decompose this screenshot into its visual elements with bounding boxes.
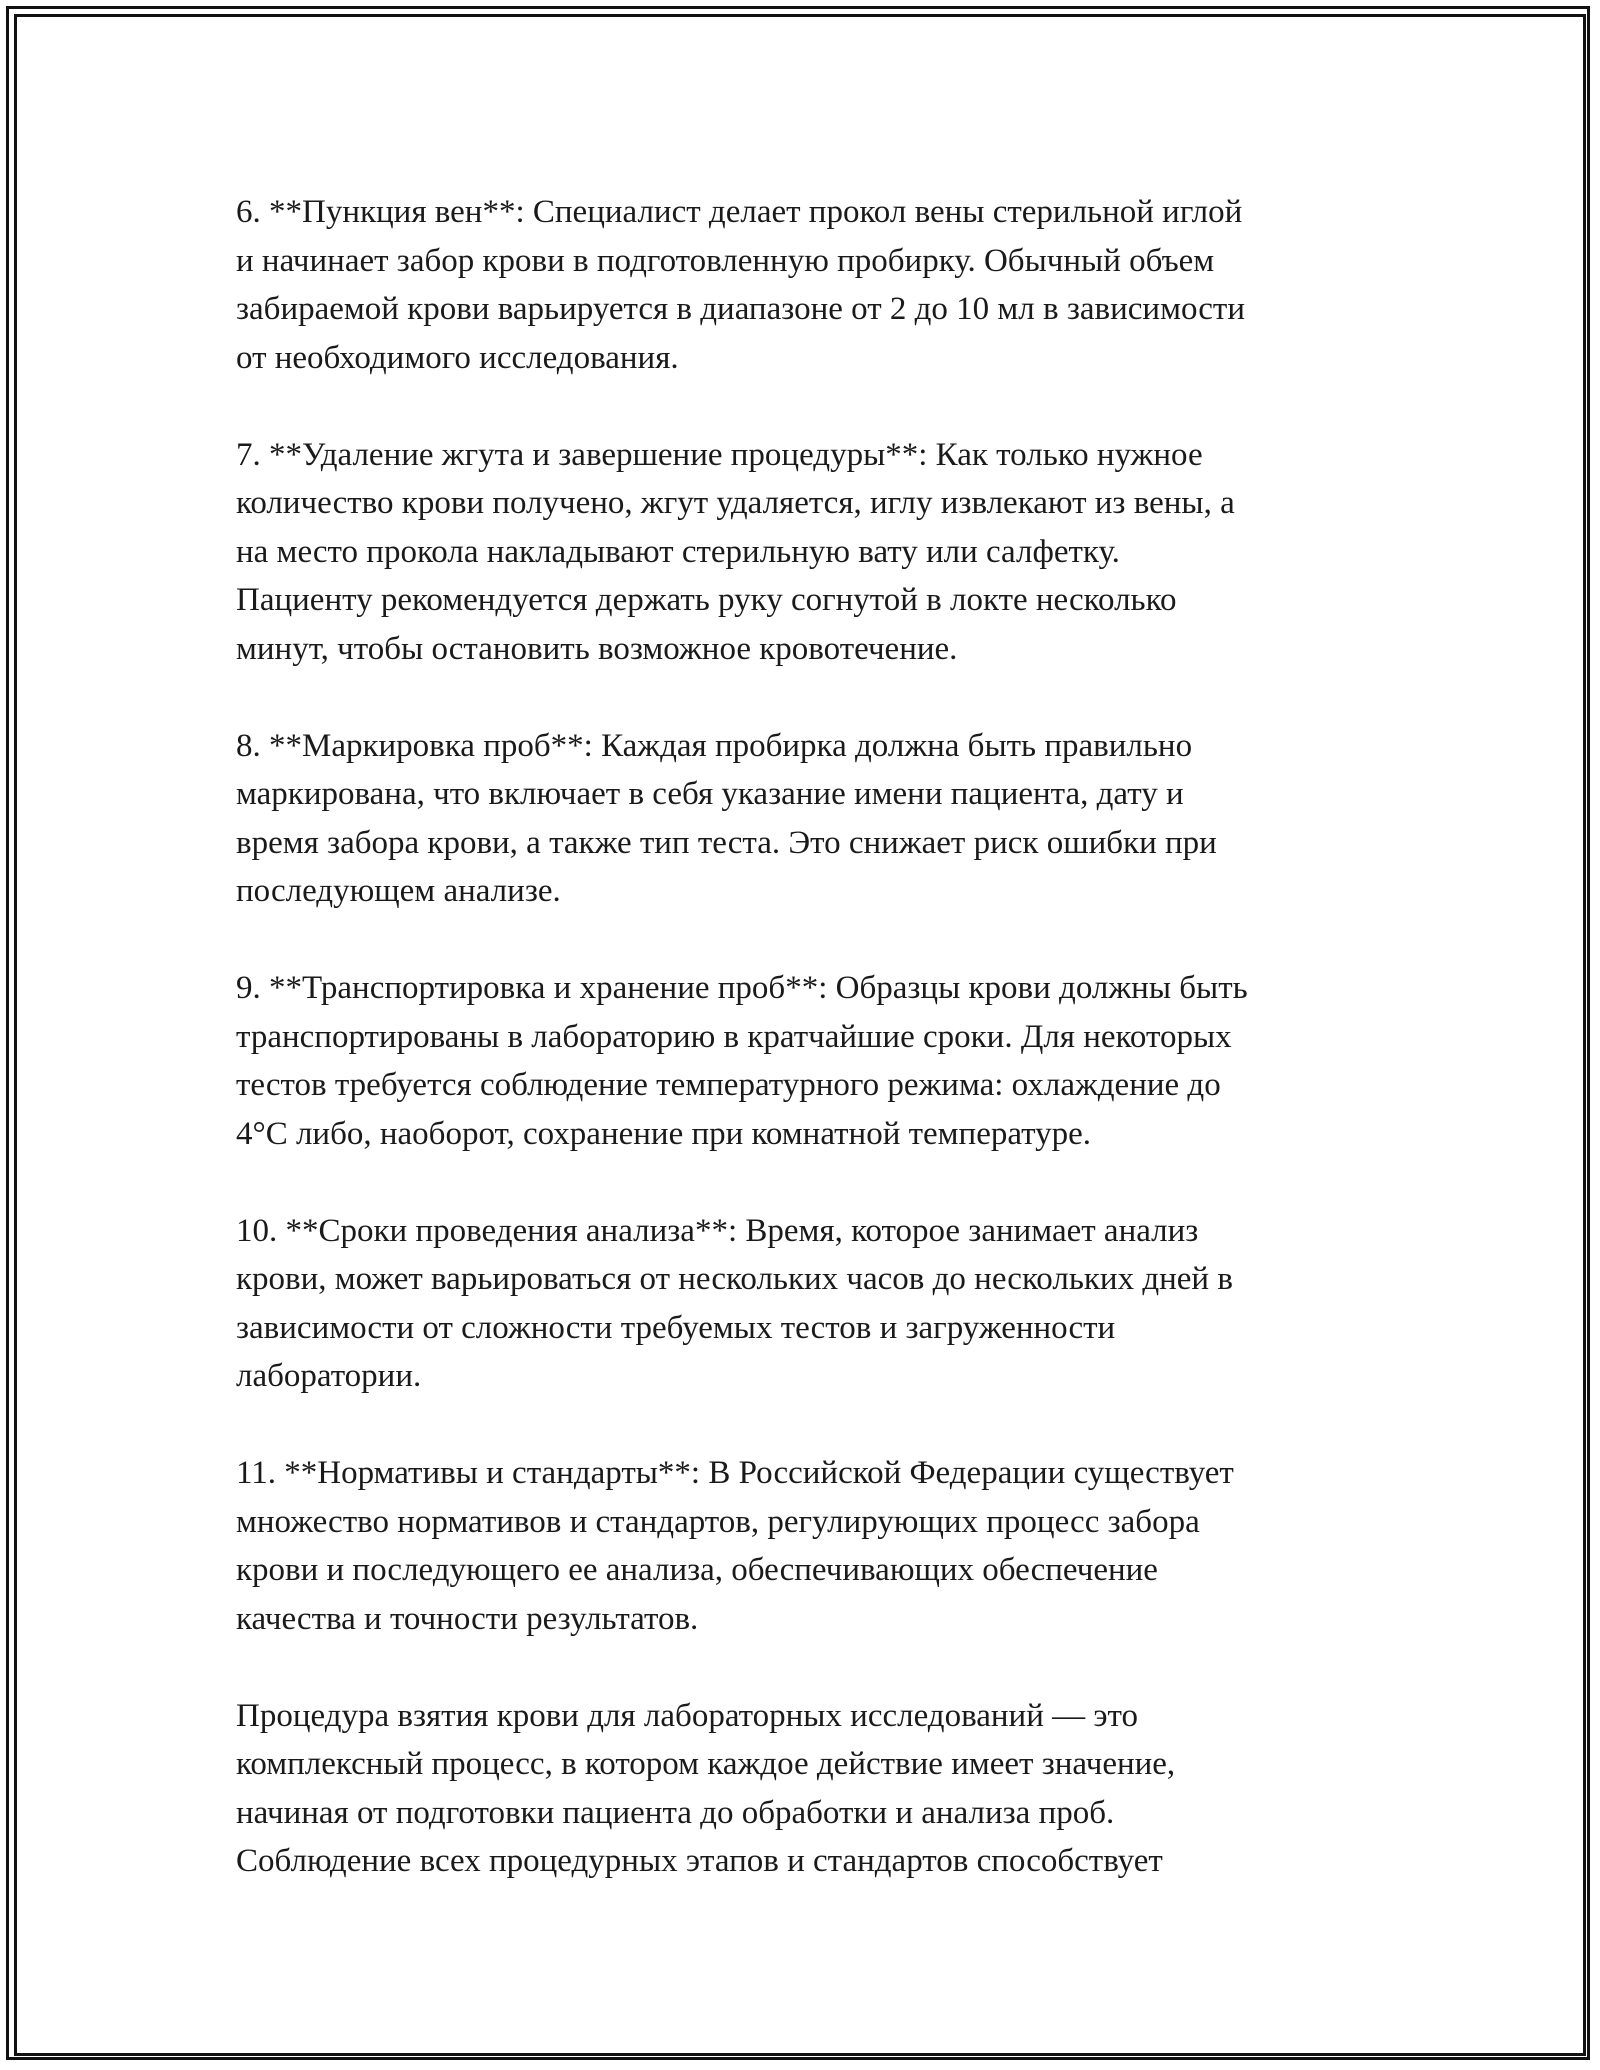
text-line: 10. **Сроки проведения анализа**: Время, которое занимает анализ: [236, 1212, 1199, 1249]
paragraph-step-11: [236, 1449, 1376, 1643]
text-line: время забора крови, а также тип теста. Это снижает риск ошибки при: [236, 824, 1217, 861]
paragraph-step-10: [236, 1207, 1376, 1401]
text-line: 7. **Удаление жгута и завершение процедуры**: Как только нужное: [236, 436, 1203, 473]
text-line: качества и точности результатов.: [236, 1600, 699, 1637]
paragraph-conclusion: [236, 1692, 1376, 1886]
text-line: транспортированы в лабораторию в кратчайшие сроки. Для некоторых: [236, 1018, 1232, 1055]
text-line: количество крови получено, жгут удаляется, иглу извлекают из вены, а: [236, 485, 1235, 521]
text-line: минут, чтобы остановить возможное кровотечение.: [236, 630, 958, 667]
paragraph-step-8: [236, 722, 1376, 916]
text-line: начиная от подготовки пациента до обработки и анализа проб.: [236, 1794, 1115, 1831]
text-line: и начинает забор крови в подготовленную пробирку. Обычный объем: [236, 242, 1215, 279]
text-line: Процедура взятия крови для лабораторных исследований — это: [236, 1697, 1139, 1734]
text-line: Пациенту рекомендуется держать руку согнутой в локте несколько: [236, 582, 1177, 618]
text-line: комплексный процесс, в котором каждое действие имеет значение,: [236, 1746, 1176, 1782]
paragraph-step-9: [236, 964, 1376, 1158]
text-line: маркирована, что включает в себя указание имени пациента, дату и: [236, 776, 1184, 812]
text-line: 8. **Маркировка проб**: Каждая пробирка должна быть правильно: [236, 727, 1193, 764]
document-body: [236, 188, 1376, 1886]
text-line: от необходимого исследования.: [236, 339, 679, 376]
paragraph-step-7: [236, 431, 1376, 674]
text-line: последующем анализе.: [236, 873, 561, 909]
text-line: зависимости от сложности требуемых тестов и загруженности: [236, 1309, 1116, 1346]
text-line: крови, может варьироваться от нескольких часов до нескольких дней в: [236, 1261, 1233, 1297]
text-line: 9. **Транспортировка и хранение проб**: Образцы крови должны быть: [236, 970, 1248, 1006]
paragraph-step-6: [236, 188, 1376, 382]
text-line: 4°C либо, наоборот, сохранение при комнатной температуре.: [236, 1115, 1092, 1152]
text-line: на место прокола накладывают стерильную вату или салфетку.: [236, 533, 1120, 570]
text-line: Соблюдение всех процедурных этапов и стандартов способствует: [236, 1843, 1163, 1879]
text-line: крови и последующего ее анализа, обеспечивающих обеспечение: [236, 1552, 1158, 1588]
text-line: 6. **Пункция вен**: Специалист делает прокол вены стерильной иглой: [236, 194, 1243, 230]
text-line: тестов требуется соблюдение температурного режима: охлаждение до: [236, 1067, 1221, 1103]
text-line: 11. **Нормативы и стандарты**: В Российской Федерации существует: [236, 1455, 1234, 1491]
text-line: лаборатории.: [236, 1358, 422, 1394]
text-line: забираемой крови варьируется в диапазоне от 2 до 10 мл в зависимости: [236, 291, 1245, 327]
text-line: множество нормативов и стандартов, регулирующих процесс забора: [236, 1503, 1200, 1540]
